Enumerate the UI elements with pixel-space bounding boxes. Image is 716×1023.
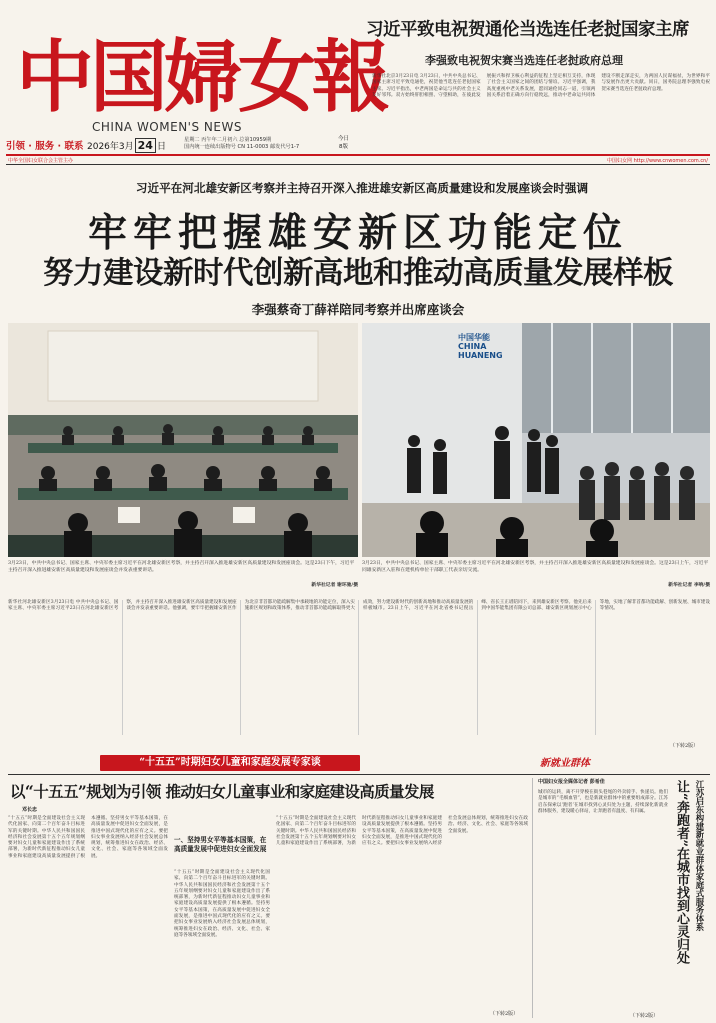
bottom-article-author: 邓长忠	[22, 807, 38, 813]
masthead-rule	[6, 154, 710, 156]
photo-right-caption: 3月23日，中共中央总书记、国家主席、中央军委主席习近平在河北雄安新区考察，并主持召开深入推进雄安新区高质量建设和发展座谈会。这是23日上午，习近平同雄安新区入驻和在建机构单位干部职工代表亲切交流。	[362, 561, 709, 573]
issue-line1: 星期二 丙午年二月初六 总第10959期	[184, 137, 272, 143]
section-bar	[100, 755, 360, 771]
bottom-article-headline: 以“十五五”规划为引领 推动妇女儿童事业和家庭建设高质量发展	[10, 782, 434, 801]
bottom-article-body-right: “十五五”时期是全面建设社会主义现代化国家、向第二个百年奋斗目标进军的关键时期。中华人民共和国国民经济和社会发展第十五个五年规划纲要对妇女儿童和家庭建设作出了系统部署，为新时代新征程推动妇女儿童事业和家庭建设高质量发展提供了根本遵循。坚持男女平等基本国策，在高质量发展中促进妇女全面发展，是推进中国式现代化的应有之义。要把妇女事业发展纳入经济社会发展总体规划，统筹推进妇女在政治、经济、文化、社会、家庭等各领域全面发展。	[276, 816, 528, 847]
main-kicker: 习近平在河北雄安新区考察并主持召开深入推进雄安新区高质量建设和发展座谈会时强调	[135, 181, 589, 195]
section-rule	[8, 774, 710, 775]
website-line: 中国妇女网 http://www.cnwomen.com.cn/	[607, 158, 708, 164]
issue-line2: 国内统一连续出版物号 CN 11-0003 邮发代号1-7	[184, 144, 300, 150]
sponsor-line: 中华全国妇女联合会主管主办	[8, 158, 74, 164]
top-story-body: 新华社北京3月23日电 3月23日，中共中央总书记、国家主席习近平致电通伦，祝贺他当选连任老挝国家主席。习近平指出，中老两国是命运与共的社会主义友好邻邦。双方始终肝胆相照、守望相助，在彼此发展振兴和捍卫核心利益的征程上坚定相互支持，体现了社会主义国家之间的团结与情谊。习近平强调，我高度重视中老关系发展，愿同通伦同志一道，引领两国关系沿着正确方向行稳致远，推动中老命运共同体建设不断走深走实，为两国人民谋福祉，为世界和平与发展作出更大贡献。同日，国务院总理李强致电祝贺宋赛当选连任老挝政府总理。	[372, 74, 710, 98]
date-suffix: 日	[156, 142, 166, 152]
top-story-subhead: 李强致电祝贺宋赛当选连任老挝政府总理	[425, 54, 623, 67]
main-story-body: 新华社河北雄安新区3月23日电 中共中央总书记、国家主席、中央军委主席习近平23日在河北雄安新区考察，并主持召开深入推进雄安新区高质量建设和发展座谈会并发表重要讲话。他强调，要牢牢把握雄安新区作为北京非首都功能疏解集中承载地的功能定位，深入实施新区规划和政策体系，推动非首都功能疏解取得更大成效，努力建设新时代的创新高地和推动高质量发展的样板城市。23日上午，习近平在河北省委书记倪岳峰、省长王正谱陪同下，来到雄安新区考察。他先后来到中国华能集团有限公司总部、雄安新区规划展示中心等地，实地了解非首都功能疏解、创新发展、城市建设等情况。	[8, 600, 710, 612]
date-prefix: 2026年3月	[87, 142, 134, 152]
issue-info	[184, 137, 299, 151]
exhibition-hall-illustration	[362, 323, 710, 557]
vertical-headline-main: 让“奔跑者”在城市找到心灵归处	[674, 780, 689, 964]
right-article-continued: （下转2版）	[630, 1013, 659, 1019]
bottom-article-subhead: 一、坚持男女平等基本国策，在高质量发展中促进妇女全面发展	[174, 836, 267, 853]
photo-left-credit: 新华社记者 谢环驰/摄	[311, 582, 358, 588]
svg-text:中国婦女報: 中国婦女報	[16, 32, 387, 123]
right-article-byline: 中国妇女报全媒体记者 彭希佳	[538, 779, 605, 785]
main-headline-line2: 努力建设新时代创新高地和推动高质量发展样板	[43, 255, 673, 291]
masthead-logo	[14, 12, 387, 124]
section-bar-label: “十五五”时期妇女儿童和家庭发展专家谈	[139, 757, 321, 768]
masthead-slogans: 引领 · 服务 · 联系	[6, 141, 84, 152]
bottom-article-continued: （下转2版）	[490, 1011, 519, 1017]
bottom-divider	[532, 778, 533, 1018]
photo-left-caption: 3月23日，中共中央总书记、国家主席、中央军委主席习近平在河北雄安新区考察，并主持召开深入推进雄安新区高质量建设和发展座谈会。这是23日下午，习近平主持召开深入推进雄安新区高质量建设和发展座谈会并发表重要讲话。	[8, 561, 355, 573]
today-label: 今日	[338, 136, 350, 142]
huaneng-sign: 中国华能 CHINA HUANENG	[458, 333, 503, 360]
main-story-continued: （下转2版）	[670, 743, 699, 749]
bottom-article-body-mid: “十五五”时期是全面建设社会主义现代化国家、向第二个百年奋斗目标进军的关键时期。中华人民共和国国民经济和社会发展第十五个五年规划纲要对妇女儿童和家庭建设作出了系统部署，为新时代新征程推动妇女儿童事业和家庭建设高质量发展提供了根本遵循。坚持男女平等基本国策，在高质量发展中促进妇女全面发展，是推进中国式现代化的应有之义。要把妇女事业发展纳入经济社会发展总体规划，统筹推进妇女在政治、经济、文化、社会、家庭等各领域全面发展。	[174, 870, 270, 938]
top-story-headline: 习近平致电祝贺通伦当选连任老挝国家主席	[366, 20, 689, 40]
photo-right-credit: 新华社记者 李响/摄	[668, 582, 710, 588]
pages-info	[338, 136, 349, 151]
logo-calligraphy	[14, 12, 387, 124]
masthead-rule-thin	[6, 164, 710, 165]
vertical-headline-side: 江苏启东构建新就业群体家庭式服务体系	[695, 780, 705, 932]
bottom-article-body-left: “十五五”时期是全面建设社会主义现代化国家、向第二个百年奋斗目标进军的关键时期。中华人民共和国国民经济和社会发展第十五个五年规划纲要对妇女儿童和家庭建设作出了系统部署，为新时代新征程推动妇女儿童事业和家庭建设高质量发展提供了根本遵循。坚持男女平等基本国策，在高质量发展中促进妇女全面发展，是推进中国式现代化的应有之义。要把妇女事业发展纳入经济社会发展总体规划，统筹推进妇女在政治、经济、文化、社会、家庭等各领域全面发展。	[8, 816, 168, 859]
pages-label: 8版	[339, 143, 348, 150]
section-right-logo: 新就业群体	[540, 758, 590, 769]
photo-exhibition-hall	[362, 323, 710, 557]
photo-meeting-room	[8, 323, 358, 557]
date-day: 24	[135, 138, 156, 153]
main-subhead: 李强蔡奇丁薛祥陪同考察并出席座谈会	[251, 302, 465, 317]
right-article-body: 城市的运转，离不开穿梭在街头巷尾的外卖骑手、快递员。他们是城市的“毛细血管”，也是新就业群体中的重要组成部分。江苏启东探索以‘跑者’在城市找到心灵归处为主题，持续深化新就业群体服务，建设暖心驿站，让奔跑者有温度、有归属。	[538, 790, 668, 814]
meeting-room-illustration	[8, 323, 358, 557]
date-block	[87, 138, 166, 153]
english-name: CHINA WOMEN'S NEWS	[92, 120, 242, 134]
main-headline-line1: 牢牢把握雄安新区功能定位	[87, 210, 628, 256]
